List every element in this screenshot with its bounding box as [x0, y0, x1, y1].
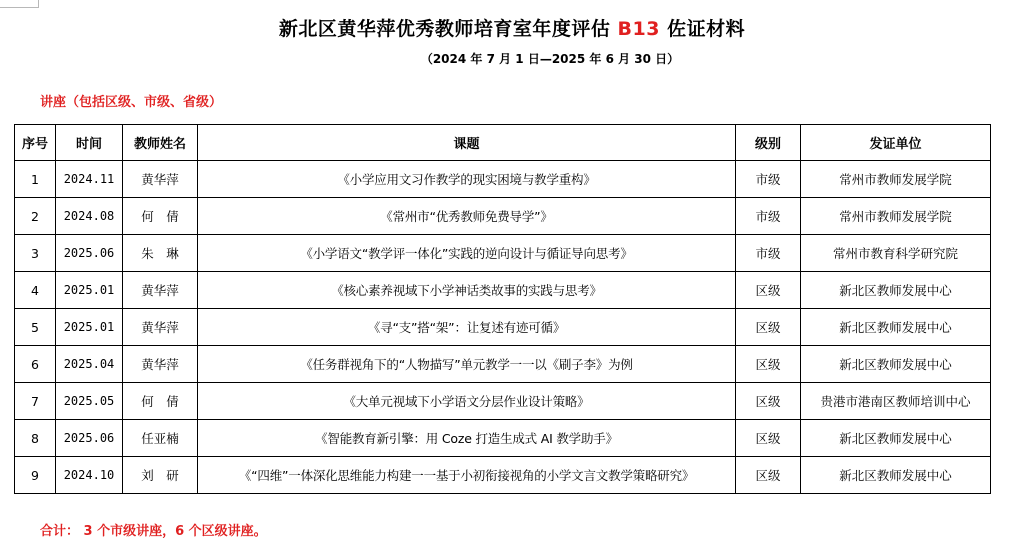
- cell-topic: 《常州市“优秀教师免费导学”》: [198, 198, 736, 235]
- page-corner-mark: [0, 0, 39, 8]
- cell-issuer: 常州市教师发展学院: [801, 161, 991, 198]
- cell-issuer: 新北区教师发展中心: [801, 457, 991, 494]
- cell-date: 2024.08: [56, 198, 123, 235]
- title-main: 新北区黄华萍优秀教师培育室年度评估: [278, 18, 611, 40]
- cell-issuer: 新北区教师发展中心: [801, 309, 991, 346]
- cell-level: 市级: [736, 161, 801, 198]
- table-row: [15, 272, 991, 309]
- cell-date: 2025.01: [56, 272, 123, 309]
- cell-date: 2025.06: [56, 235, 123, 272]
- summary-total: 合计： 3 个市级讲座，6 个区级讲座。: [40, 524, 267, 539]
- cell-teacher: 黄华萍: [123, 272, 198, 309]
- cell-date: 2025.06: [56, 420, 123, 457]
- table-header-row: [15, 125, 991, 161]
- cell-issuer: 常州市教育科学研究院: [801, 235, 991, 272]
- cell-teacher: 黄华萍: [123, 309, 198, 346]
- cell-level: 区级: [736, 420, 801, 457]
- cell-level: 区级: [736, 309, 801, 346]
- title-suffix: 佐证材料: [667, 18, 746, 40]
- cell-issuer: 新北区教师发展中心: [801, 420, 991, 457]
- cell-topic: 《智能教育新引擎：用 Coze 打造生成式 AI 教学助手》: [198, 420, 736, 457]
- cell-topic: 《小学应用文习作教学的现实困境与教学重构》: [198, 161, 736, 198]
- cell-level: 区级: [736, 457, 801, 494]
- cell-date: 2025.05: [56, 383, 123, 420]
- cell-index: 2: [15, 198, 56, 235]
- cell-index: 3: [15, 235, 56, 272]
- cell-index: 8: [15, 420, 56, 457]
- header-date: 时间: [56, 125, 123, 161]
- cell-teacher: 何 倩: [123, 383, 198, 420]
- cell-index: 6: [15, 346, 56, 383]
- cell-topic: 《“四维”一体深化思维能力构建一一基于小初衔接视角的小学文言文教学策略研究》: [198, 457, 736, 494]
- cell-level: 市级: [736, 198, 801, 235]
- cell-topic: 《大单元视域下小学语文分层作业设计策略》: [198, 383, 736, 420]
- table-row: [15, 309, 991, 346]
- cell-index: 1: [15, 161, 56, 198]
- cell-level: 区级: [736, 346, 801, 383]
- cell-topic: 《寻“支”搭“架”：让复述有迹可循》: [198, 309, 736, 346]
- cell-teacher: 任亚楠: [123, 420, 198, 457]
- cell-topic: 《小学语文“教学评一体化”实践的逆向设计与循证导向思考》: [198, 235, 736, 272]
- header-issuer: 发证单位: [801, 125, 991, 161]
- title-code: B13: [617, 18, 660, 40]
- table-row: [15, 457, 991, 494]
- table-row: [15, 198, 991, 235]
- table-row: [15, 420, 991, 457]
- cell-index: 7: [15, 383, 56, 420]
- table-row: [15, 161, 991, 198]
- cell-teacher: 黄华萍: [123, 346, 198, 383]
- header-teacher: 教师姓名: [123, 125, 198, 161]
- table-row: [15, 383, 991, 420]
- cell-issuer: 贵港市港南区教师培训中心: [801, 383, 991, 420]
- lecture-table: [14, 124, 991, 494]
- header-index: 序号: [15, 125, 56, 161]
- cell-level: 区级: [736, 383, 801, 420]
- cell-date: 2024.11: [56, 161, 123, 198]
- cell-topic: 《核心素养视域下小学神话类故事的实践与思考》: [198, 272, 736, 309]
- cell-issuer: 常州市教师发展学院: [801, 198, 991, 235]
- cell-index: 4: [15, 272, 56, 309]
- section-heading: 讲座（包括区级、市级、省级）: [40, 95, 223, 110]
- document-title: [0, 14, 1024, 41]
- cell-date: 2025.04: [56, 346, 123, 383]
- cell-teacher: 刘 研: [123, 457, 198, 494]
- cell-teacher: 何 倩: [123, 198, 198, 235]
- header-topic: 课题: [198, 125, 736, 161]
- cell-issuer: 新北区教师发展中心: [801, 272, 991, 309]
- cell-index: 5: [15, 309, 56, 346]
- cell-teacher: 黄华萍: [123, 161, 198, 198]
- cell-date: 2024.10: [56, 457, 123, 494]
- header-level: 级别: [736, 125, 801, 161]
- cell-level: 区级: [736, 272, 801, 309]
- cell-teacher: 朱 琳: [123, 235, 198, 272]
- cell-issuer: 新北区教师发展中心: [801, 346, 991, 383]
- cell-topic: 《任务群视角下的“人物描写”单元教学一一以《刷子李》为例: [198, 346, 736, 383]
- table-row: [15, 235, 991, 272]
- cell-date: 2025.01: [56, 309, 123, 346]
- cell-index: 9: [15, 457, 56, 494]
- cell-level: 市级: [736, 235, 801, 272]
- table-row: [15, 346, 991, 383]
- document-period: （2024 年 7 月 1 日—2025 年 6 月 30 日）: [420, 52, 680, 66]
